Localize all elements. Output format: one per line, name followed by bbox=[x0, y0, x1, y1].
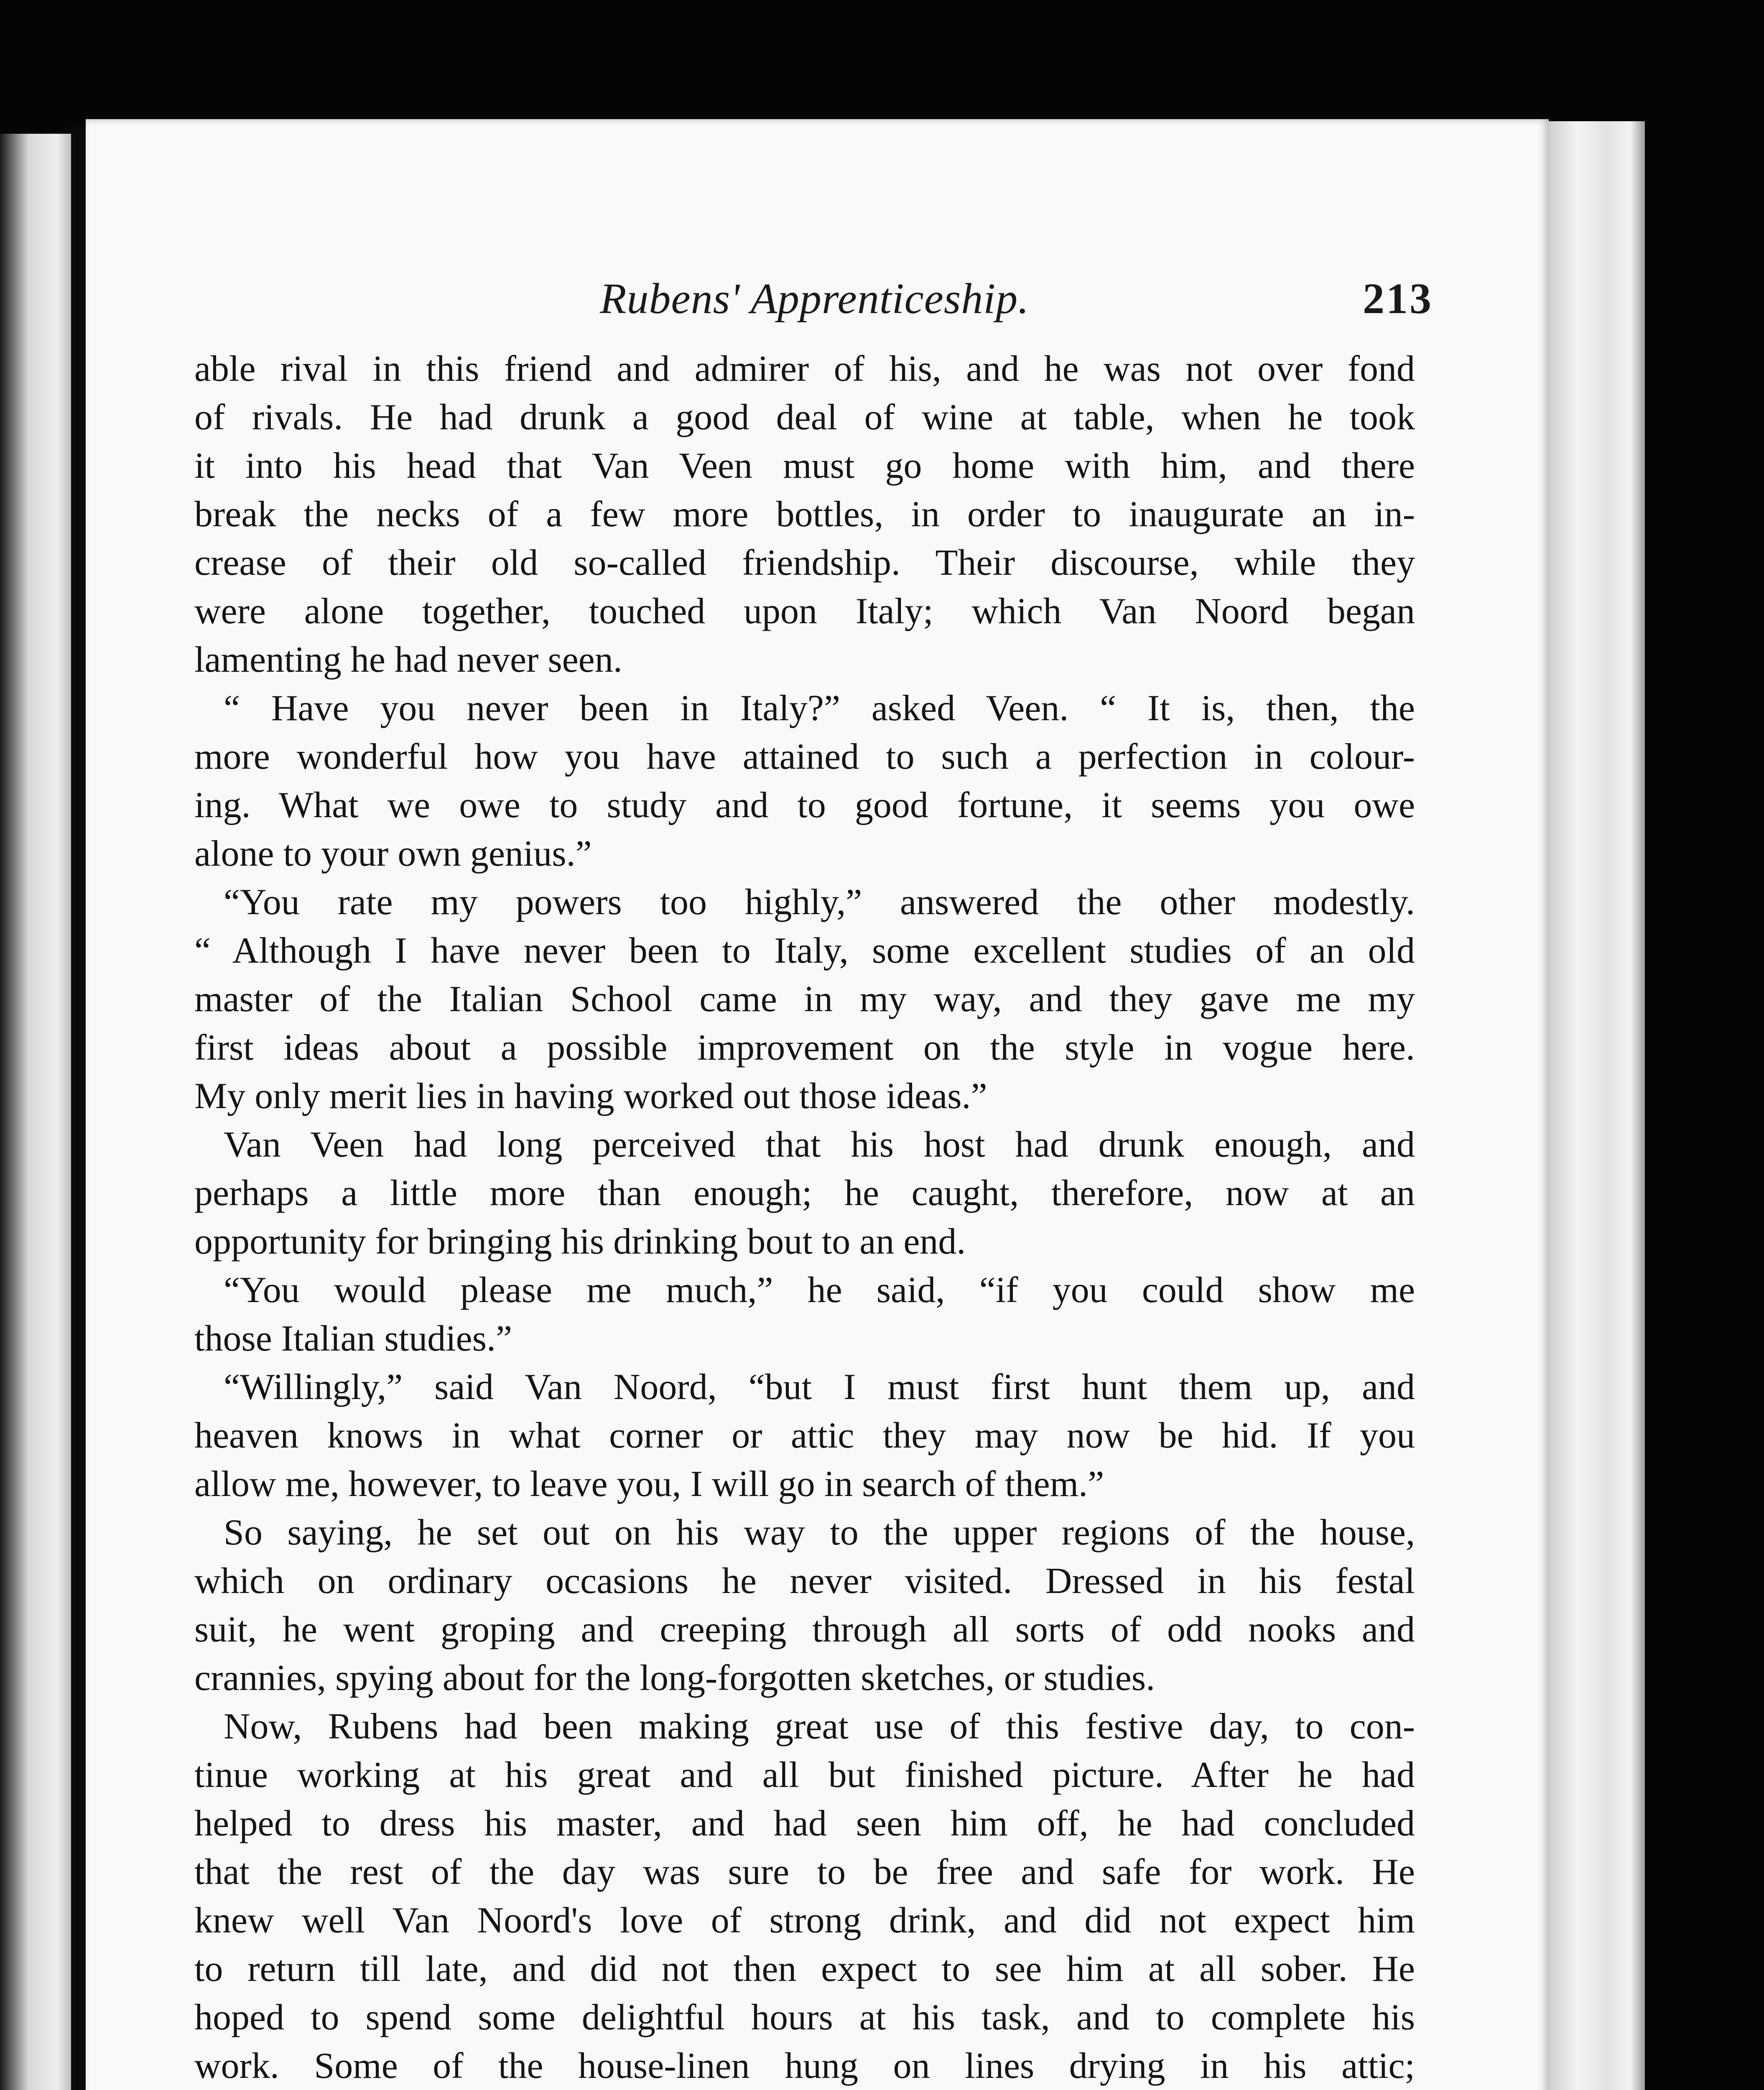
text-line: first ideas about a possible improvement on the style in vogue here. bbox=[194, 1027, 1415, 1068]
text-line: crannies, spying about for the long-forgotten sketches, or studies. bbox=[194, 1658, 1155, 1698]
text-line: alone to your own genius.” bbox=[194, 833, 592, 874]
text-line: of rivals. He had drunk a good deal of wine at table, when he took bbox=[194, 397, 1415, 438]
text-line: heaven knows in what corner or attic they may now be hid. If you bbox=[194, 1415, 1415, 1456]
text-line: were alone together, touched upon Italy; which Van Noord began bbox=[194, 591, 1415, 632]
text-line: work. Some of the house-linen hung on lines drying in his attic; bbox=[194, 2046, 1415, 2086]
text-line: perhaps a little more than enough; he caught, therefore, now at an bbox=[194, 1173, 1415, 1213]
text-line: ing. What we owe to study and to good fortune, it seems you owe bbox=[194, 785, 1415, 826]
previous-page-edge bbox=[0, 134, 71, 2090]
text-line: “You would please me much,” he said, “if you could show me bbox=[224, 1270, 1415, 1310]
text-line: knew well Van Noord's love of strong drink, and did not expect him bbox=[194, 1900, 1415, 1941]
text-line: So saying, he set out on his way to the upper regions of the house, bbox=[224, 1512, 1415, 1553]
text-line: tinue working at his great and all but finished picture. After he had bbox=[194, 1755, 1415, 1795]
text-line: “ Have you never been in Italy?” asked Veen. “ It is, then, the bbox=[224, 688, 1415, 729]
text-line: Van Veen had long perceived that his host had drunk enough, and bbox=[224, 1124, 1415, 1165]
text-line: it into his head that Van Veen must go home with him, and there bbox=[194, 446, 1415, 486]
text-line: crease of their old so-called friendship. Their discourse, while they bbox=[194, 543, 1415, 583]
text-line: lamenting he had never seen. bbox=[194, 640, 622, 680]
text-line: My only merit lies in having worked out those ideas.” bbox=[194, 1076, 987, 1116]
text-line: helped to dress his master, and had seen him off, he had concluded bbox=[194, 1803, 1415, 1844]
text-line: to return till late, and did not then expect to see him at all sober. He bbox=[194, 1949, 1415, 1989]
text-line: which on ordinary occasions he never visited. Dressed in his festal bbox=[194, 1561, 1415, 1601]
text-line: break the necks of a few more bottles, in order to inaugurate an in- bbox=[194, 494, 1415, 535]
text-line: Now, Rubens had been making great use of this festive day, to con- bbox=[224, 1706, 1415, 1747]
text-line: more wonderful how you have attained to such a perfection in colour- bbox=[194, 737, 1415, 777]
page-number: 213 bbox=[1363, 275, 1433, 323]
page-stack-edge bbox=[1549, 121, 1645, 2090]
text-line: master of the Italian School came in my way, and they gave me my bbox=[194, 979, 1415, 1020]
body-text bbox=[194, 345, 1415, 2090]
text-line: opportunity for bringing his drinking bout to an end. bbox=[194, 1221, 966, 1262]
text-line: “ Although I have never been to Italy, some excellent studies of an old bbox=[194, 930, 1415, 971]
text-line: “You rate my powers too highly,” answered the other modestly. bbox=[224, 882, 1415, 923]
text-line: “Willingly,” said Van Noord, “but I must first hunt them up, and bbox=[224, 1367, 1415, 1407]
book-gutter bbox=[71, 125, 88, 2090]
text-line: able rival in this friend and admirer of his, and he was not over fond bbox=[194, 349, 1415, 389]
text-line: hoped to spend some delightful hours at his task, and to complete his bbox=[194, 1997, 1415, 2038]
book-page bbox=[86, 119, 1549, 2090]
text-line: allow me, however, to leave you, I will go in search of them.” bbox=[194, 1464, 1104, 1504]
running-head bbox=[86, 274, 1549, 332]
text-line: that the rest of the day was sure to be free and safe for work. He bbox=[194, 1852, 1415, 1892]
text-line: those Italian studies.” bbox=[194, 1318, 512, 1359]
running-title: Rubens' Apprenticeship. bbox=[600, 275, 1030, 323]
text-line: suit, he went groping and creeping through all sorts of odd nooks and bbox=[194, 1609, 1415, 1650]
